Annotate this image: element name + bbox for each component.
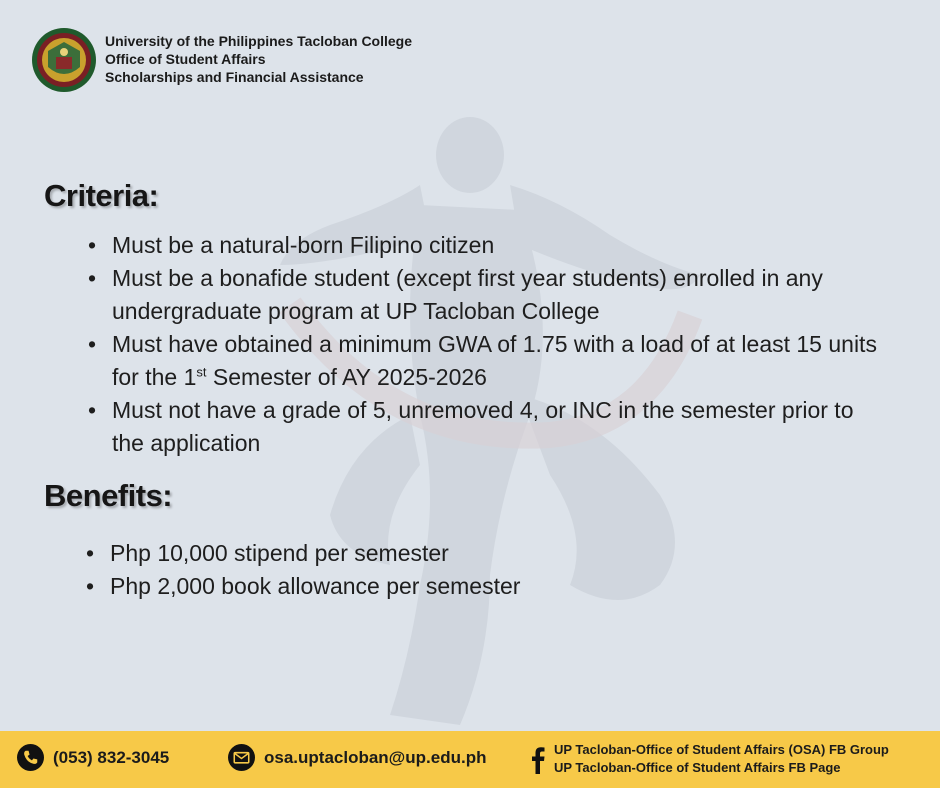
facebook-icon (530, 744, 546, 774)
facebook-contacts[interactable] (530, 741, 889, 777)
benefit-item: • Php 10,000 stipend per semester (110, 537, 810, 570)
phone-icon (17, 744, 44, 771)
phone-contact[interactable] (17, 744, 169, 771)
organization-header (105, 32, 412, 86)
email-icon (228, 744, 255, 771)
phone-number: (053) 832-3045 (53, 747, 170, 767)
email-address: osa.uptacloban@up.edu.ph (264, 747, 487, 767)
bullet-icon: • (86, 540, 95, 566)
criteria-item: • Must not have a grade of 5, unremoved 4, or INC in the semester prior to the application (112, 394, 882, 460)
bullet-icon: • (88, 232, 97, 258)
benefits-heading: Benefits: (44, 478, 173, 513)
office-name: Office of Student Affairs (105, 51, 266, 67)
criteria-item: • Must be a bonafide student (except first year students) enrolled in any undergraduate program at UP Tacloban College (112, 262, 882, 328)
criteria-heading: Criteria: (44, 178, 159, 213)
benefits-list (86, 537, 810, 603)
criteria-item: • Must have obtained a minimum GWA of 1.75 with a load of at least 15 units for the 1st Semester of AY 2025-2026 (112, 328, 882, 394)
benefit-item: • Php 2,000 book allowance per semester (110, 570, 810, 603)
fb-group-link[interactable]: UP Tacloban-Office of Student Affairs (OSA) FB Group (554, 742, 889, 757)
program-name: Scholarships and Financial Assistance (105, 69, 364, 85)
contact-footer (0, 731, 940, 788)
email-contact[interactable] (228, 744, 486, 771)
bullet-icon: • (88, 265, 97, 291)
university-name: University of the Philippines Tacloban College (105, 33, 413, 49)
criteria-item: • Must be a natural-born Filipino citizen (112, 229, 882, 262)
bullet-icon: • (88, 331, 97, 357)
bullet-icon: • (86, 573, 95, 599)
up-seal-logo (31, 27, 97, 93)
criteria-list (88, 229, 882, 460)
fb-page-link[interactable]: UP Tacloban-Office of Student Affairs FB Page (554, 760, 841, 775)
bullet-icon: • (88, 397, 97, 423)
